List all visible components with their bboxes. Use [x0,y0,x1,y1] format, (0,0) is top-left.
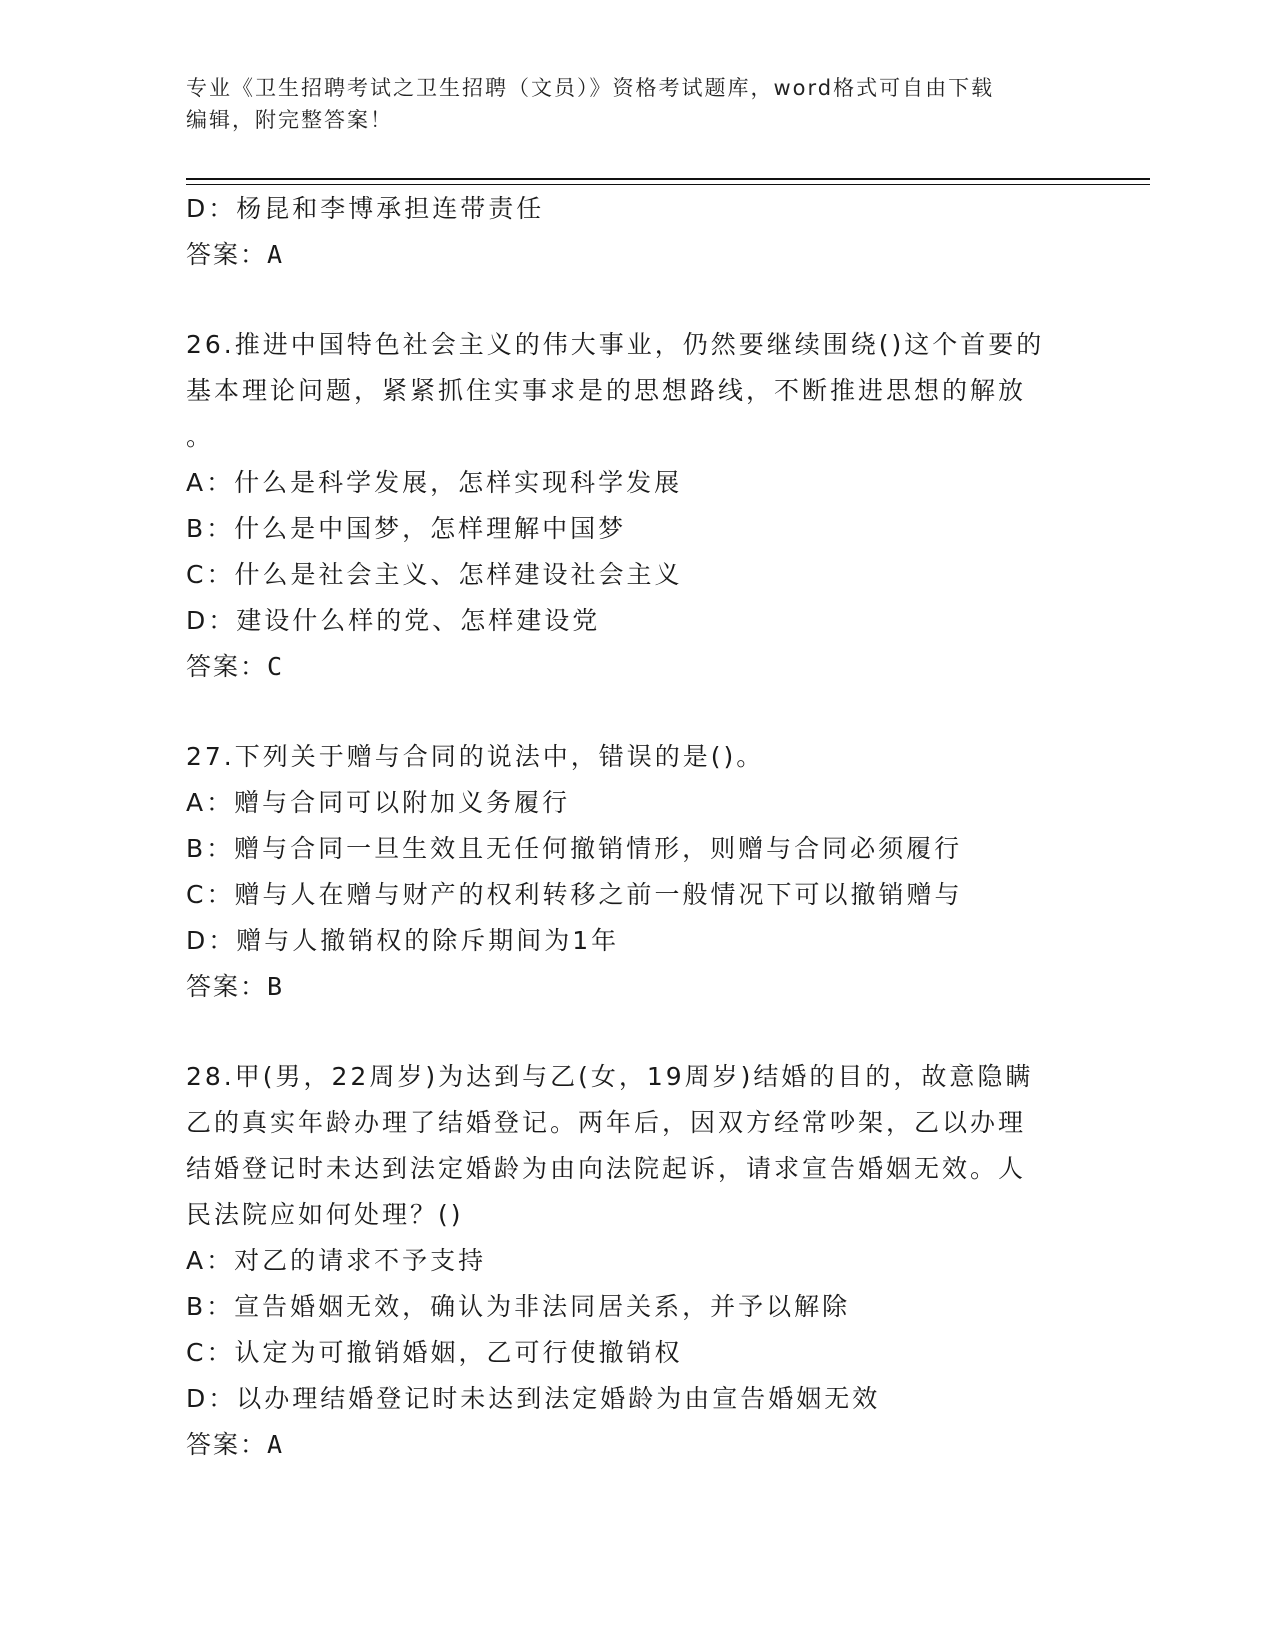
option-c: C：赠与人在赠与财产的权利转移之前一般情况下可以撤销赠与 [186,880,963,909]
question-27 [186,734,1086,1010]
answer-value: A [267,240,285,269]
answer-label: 答案： [186,972,268,1001]
option-d: D：赠与人撤销权的除斥期间为1年 [186,926,620,955]
option-a: A：什么是科学发展，怎样实现科学发展 [186,468,683,497]
header-line-1: 专业《卫生招聘考试之卫生招聘（文员）》资格考试题库，word格式可自由下载 [186,76,995,100]
header-line-2: 编辑，附完整答案！ [186,108,393,132]
answer-value: A [267,1430,285,1459]
option-d: D：杨昆和李博承担连带责任 [186,194,545,223]
question-stem-line: 民法院应如何处理？() [186,1200,464,1229]
page-content [186,186,1086,1468]
question-26 [186,322,1086,690]
answer-line [186,964,1086,1010]
option-a: A：对乙的请求不予支持 [186,1246,487,1275]
question-stem-line: 27.下列关于赠与合同的说法中，错误的是()。 [186,742,765,771]
answer-line [186,1422,1086,1468]
page-header [186,72,1086,136]
option-d: D：以办理结婚登记时未达到法定婚龄为由宣告婚姻无效 [186,1384,881,1413]
answer-label: 答案： [186,240,268,269]
option-b: B：赠与合同一旦生效且无任何撤销情形，则赠与合同必须履行 [186,834,963,863]
question-stem-line: 28.甲(男，22周岁)为达到与乙(女，19周岁)结婚的目的，故意隐瞒 [186,1062,1034,1091]
option-c: C：认定为可撤销婚姻，乙可行使撤销权 [186,1338,683,1367]
header-rule-thick [186,178,1150,180]
question-stem-line: 结婚登记时未达到法定婚龄为由向法院起诉，请求宣告婚姻无效。人 [186,1154,1027,1183]
option-a: A：赠与合同可以附加义务履行 [186,788,571,817]
question-stem-line: 。 [186,422,215,451]
answer-value: C [267,652,285,681]
answer-value: B [267,972,285,1001]
answer-line [186,644,1086,690]
question-stem-line: 26.推进中国特色社会主义的伟大事业，仍然要继续围绕()这个首要的 [186,330,1045,359]
answer-label: 答案： [186,652,268,681]
option-d: D：建设什么样的党、怎样建设党 [186,606,601,635]
previous-question-tail [186,186,1086,278]
answer-label: 答案： [186,1430,268,1459]
question-stem-line: 乙的真实年龄办理了结婚登记。两年后，因双方经常吵架，乙以办理 [186,1108,1027,1137]
question-28 [186,1054,1086,1468]
answer-line [186,232,1086,278]
option-c: C：什么是社会主义、怎样建设社会主义 [186,560,683,589]
option-b: B：什么是中国梦，怎样理解中国梦 [186,514,627,543]
option-b: B：宣告婚姻无效，确认为非法同居关系，并予以解除 [186,1292,851,1321]
question-stem-line: 基本理论问题，紧紧抓住实事求是的思想路线，不断推进思想的解放 [186,376,1027,405]
header-rule-thin [186,184,1150,185]
